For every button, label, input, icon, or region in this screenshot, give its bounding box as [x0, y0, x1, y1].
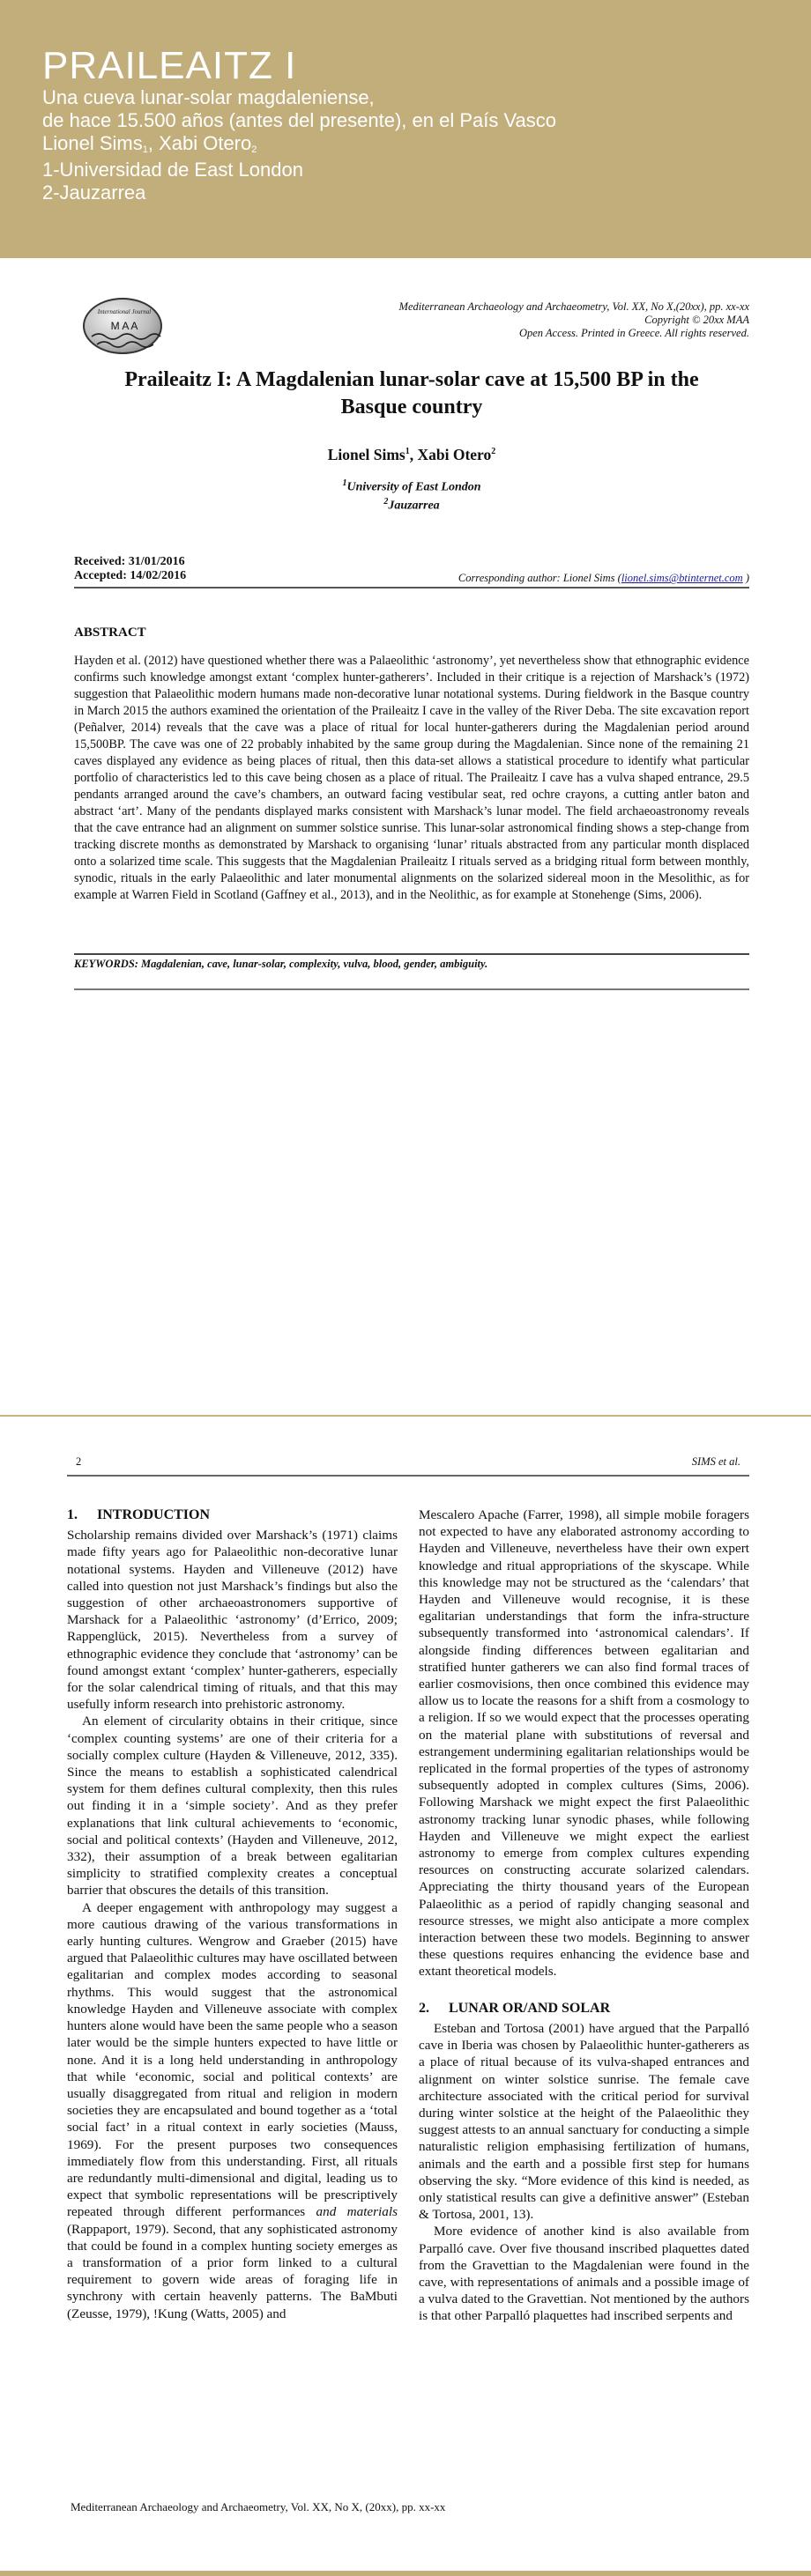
- banner-author-1-sub: 1: [142, 144, 148, 155]
- section-1-heading: 1. INTRODUCTION: [67, 1507, 211, 1522]
- banner-subtitle-1: Una cueva lunar-solar magdaleniense,: [42, 86, 375, 108]
- page-number: 2: [76, 1455, 82, 1468]
- paragraph: A deeper engagement with anthropology may suggest a more cautious drawing of the various transformations in early hunting cultures. Wengrow and Graeber (2015) have argued that Palaeolithic cultures may have oscillated between egalitarian and complex modes according to seasonal rhythms. This would suggest that the astronomical knowledge Hayden and Villeneuve associate with complex hunters alone would have been the same people who a season later would be the simple hunters expected to have little or none. And it is a long held understanding in anthropology that while ‘economic, social and political contexts’ are usually disaggregated from ritual and religion in modern societies they are encapsulated and bound together as a ‘total social fact’ in a ritual context in early societies (Mauss, 1969). For the present purposes two consequences immediately flow from this understanding. First, all rituals are redundantly multi-dimensional and digital, leading us to expect that symbolic representations will be prescriptively repeated through different performances and materials (Rappaport, 1979). Second, that any sophisticated astronomy that could be found in a complex hunting society emerges as a transformation of a prior form linked to a cultural requirement to govern wide areas of foraging life in synchrony with certain heavenly patterns. The BaMbuti (Zeusse, 1979), !Kung (Watts, 2005) and: [67, 1899, 398, 2321]
- maa-logo-icon: [83, 298, 162, 354]
- banner-author-2-sub: 2: [251, 144, 257, 155]
- running-author: SIMS et al.: [691, 1455, 740, 1468]
- paragraph: Esteban and Tortosa (2001) have argued that the Parpalló cave in Iberia was chosen by Palaeolithic hunter-gatherers as a place of ritual because of its vulva-shaped entrances and alignment on winter solstice sunrise. The female cave architecture associated with the critical period for survival during winter solstice at the height of the Palaeolithic they suggest attests to an annual sanctuary for conducting a simple naturalistic religion emphasising fertilization of humans, animals and the earth and a possible first step for humans observing the sky. “More evidence of this kind is needed, as only statistical results can give a definitive answer” (Esteban & Tortosa, 2001, 13).: [419, 2020, 749, 2223]
- author-1: Lionel Sims: [327, 446, 406, 463]
- paper-title: Praileaitz I: A Magdalenian lunar-solar cave at 15,500 BP in the Basque country: [124, 368, 699, 418]
- corresponding-author: Corresponding author: Lionel Sims (lionel.sims@btinternet.com ): [458, 572, 749, 585]
- keywords: KEYWORDS: Magdalenian, cave, lunar-solar, complexity, vulva, blood, gender, ambiguity.: [74, 958, 488, 971]
- page-footer: Mediterranean Archaeology and Archaeometry, Vol. XX, No X, (20xx), pp. xx-xx: [71, 2500, 446, 2513]
- emphasis: and materials: [316, 2204, 398, 2220]
- author-list: [74, 446, 749, 464]
- page-2: [0, 1417, 811, 2576]
- paragraph: More evidence of another kind is also available from Parpalló cave. Over five thousand inscribed plaquettes dated from the Gravettian to the Magdalenian were found in the cave, with representations of animals and a possible image of a vulva dated to the Gravettian. Not mentioned by the authors is that other Parpalló plaquettes had inscribed serpents and: [419, 2224, 749, 2324]
- paragraph: Scholarship remains divided over Marshack’s (1971) claims made fifty years ago for Palaeolithic non-decorative lunar notational systems. Hayden and Villeneuve (2012) have called into question not just Marshack’s findings but also the suggestion of other archaeoastronomers supportive of Marshack for a Palaeolithic ‘astronomy’ (d’Errico, 2009; Rappenglück, 2015). Nevertheless from a survey of ethnographic evidence they conclude that ‘astronomy’ can be found amongst extant ‘complex’ hunter-gatherers, especially for the solar calendrical timing of rituals, and that this may usefully inform research into prehistoric astronomy.: [67, 1528, 398, 1713]
- column-right: [419, 1506, 749, 2325]
- author-2: Xabi Otero: [417, 446, 492, 463]
- journal-access: Open Access. Printed in Greece. All rights reserved.: [518, 327, 749, 339]
- running-header: [67, 1455, 749, 1477]
- journal-copyright: Copyright © 20xx MAA: [644, 314, 749, 326]
- cover-banner: [0, 0, 811, 258]
- received-date: Received: 31/01/2016: [74, 555, 185, 569]
- affiliation-2: $^2$Jauzarrea: [383, 496, 440, 513]
- two-column-body: [67, 1506, 749, 2325]
- journal-meta: [74, 300, 749, 340]
- journal-citation: Mediterranean Archaeology and Archaeometry, Vol. XX, No X,(20xx), pp. xx-xx: [398, 300, 749, 313]
- column-left: [67, 1506, 398, 2325]
- page-1: [0, 258, 811, 1417]
- bottom-bar: [0, 2571, 811, 2576]
- paragraph: An element of circularity obtains in their critique, since ‘complex counting systems’ are one of their criteria for a socially complex culture (Hayden & Villeneuve, 2012, 335). Since the means to establish a sophisticated calendrical system for them defines cultural complexity, then this rules out finding it in a ‘simple society’. And as they prefer explanations that link cultural achievements to ‘economic, social and political contexts’ (Hayden and Villeneuve, 2012, 332), their assumption of a break between egalitarian simplicity to stratified complexity creates a conceptual barrier that obscures the details of this transition.: [67, 1714, 398, 1899]
- svg-text:M A A: M A A: [110, 320, 138, 332]
- banner-affiliation-1: 1-Universidad de East London: [42, 159, 303, 181]
- banner-authors: [42, 132, 811, 159]
- journal-header: [74, 258, 749, 342]
- keywords-box: [74, 953, 749, 990]
- affiliation-1: $^1$University of East London: [342, 478, 481, 494]
- affiliations: [74, 477, 749, 513]
- abstract-heading: ABSTRACT: [74, 625, 146, 640]
- abstract-text: Hayden et al. (2012) have questioned whether there was a Palaeolithic ‘astronomy’, yet nevertheless show that ethnographic evidence confirms such knowledge amongst extant ‘complex hunter-gatherers’. Included in their critique is a rejection of Marshack’s (1972) suggestion that Palaeolithic modern humans made non-decorative lunar notational systems. During fieldwork in the Basque country in March 2015 the authors examined the orientation of the Praileaitz I cave in the valley of the River Deba. The site excavation report (Peñalver, 2014) reveals that the cave was a place of ritual for local hunter-gatherers during the Magdalenian period around 15,500BP. The cave was one of 22 probably inhabited by the same group during the Magdalenian. Since none of the remaining 21 caves displayed any evidence as being places of ritual, then this data-set allows a statistical procedure to identify what particular portfolio of characteristics led to this cave being chosen as a place of ritual. The Praileaitz I cave has a vulva shaped entrance, 29.5 pendants arranged around the cave’s chambers, an outward facing vestibular seat, red ochre crayons, a cutting antler baton and abstract ‘art’. Many of the pendants displayed marks consistent with Marshack’s lunar model. The field archaeoastronomy reveals that the cave entrance had an alignment on summer solstice sunrise. This lunar-solar astronomical finding shows a step-change from tracking discrete months as demonstrated by Marshack to organising ‘lunar’ rituals abstracted from any particular month displaced onto a solarized time scale. This suggests that the Magdalenian Praileaitz I rituals served as a bridging ritual form between monthly, synodic, rituals in the early Palaeolithic and later monumental alignments on the solarized sidereal moon in the Mesolithic, as for example at Warren Field in Scotland (Gaffney et al., 2013), and in the Neolithic, as for example at Stonehenge (Sims, 2006).: [74, 654, 749, 903]
- svg-text:International Journal: International Journal: [97, 308, 152, 315]
- banner-affiliation-2: 2-Jauzarrea: [42, 181, 146, 204]
- banner-author-2: , Xabi Otero: [147, 132, 252, 154]
- dates-row: [74, 555, 749, 588]
- corresponding-email-link[interactable]: lionel.sims@btinternet.com: [621, 572, 743, 585]
- author-1-sup: 1: [405, 447, 410, 457]
- accepted-date: Accepted: 14/02/2016: [74, 569, 187, 583]
- author-2-sup: 2: [491, 447, 496, 457]
- banner-title: PRAILEAITZ I: [42, 44, 297, 87]
- section-2-heading: 2. LUNAR OR/AND SOLAR: [419, 2000, 611, 2016]
- paragraph: Mescalero Apache (Farrer, 1998), all simple mobile foragers not expected to have any elaborated astronomy according to Hayden and Villeneuve, nevertheless have their own expert knowledge and ritual appropriations of the skyscape. While this knowledge may not be structured as the ‘calendars’ that Hayden and Villeneuve would recognise, it is these egalitarian understandings that form the infra-structure subsequently transformed into ‘astronomical calendars’. If alongside finding differences between egalitarian and stratified hunter gatherers we can also find formal traces of earlier cosmovisions, then once combined this evidence may allow us to locate the reasons for a shift from a cosmology to a religion. If so we would expect that the processes operating on the material plane with substitutions of reversal and estrangement undermining egalitarian relationships would be replicated in the formal properties of the types of astronomy subsequently adopted in complex cultures (Sims, 2006). Following Marshack we might expect the first Palaeolithic astronomy tracking lunar synodic phases, while following Hayden and Villeneuve we might expect the earliest astronomy to emerge from complex cultures expending resources on constructing accurate solarized calendars. Appreciating the thirty thousand years of the European Palaeolithic as a period of rapidly changing seasonal and resource stresses, we might also anticipate a more complex interaction between these two models. Beginning to answer these questions requires enhancing the evidence base and extant theoretical models.: [419, 1507, 749, 1980]
- banner-subtitle-2: de hace 15.500 años (antes del presente), en el País Vasco: [42, 109, 556, 131]
- banner-author-1: Lionel Sims: [42, 132, 143, 154]
- author-separator: ,: [409, 446, 418, 463]
